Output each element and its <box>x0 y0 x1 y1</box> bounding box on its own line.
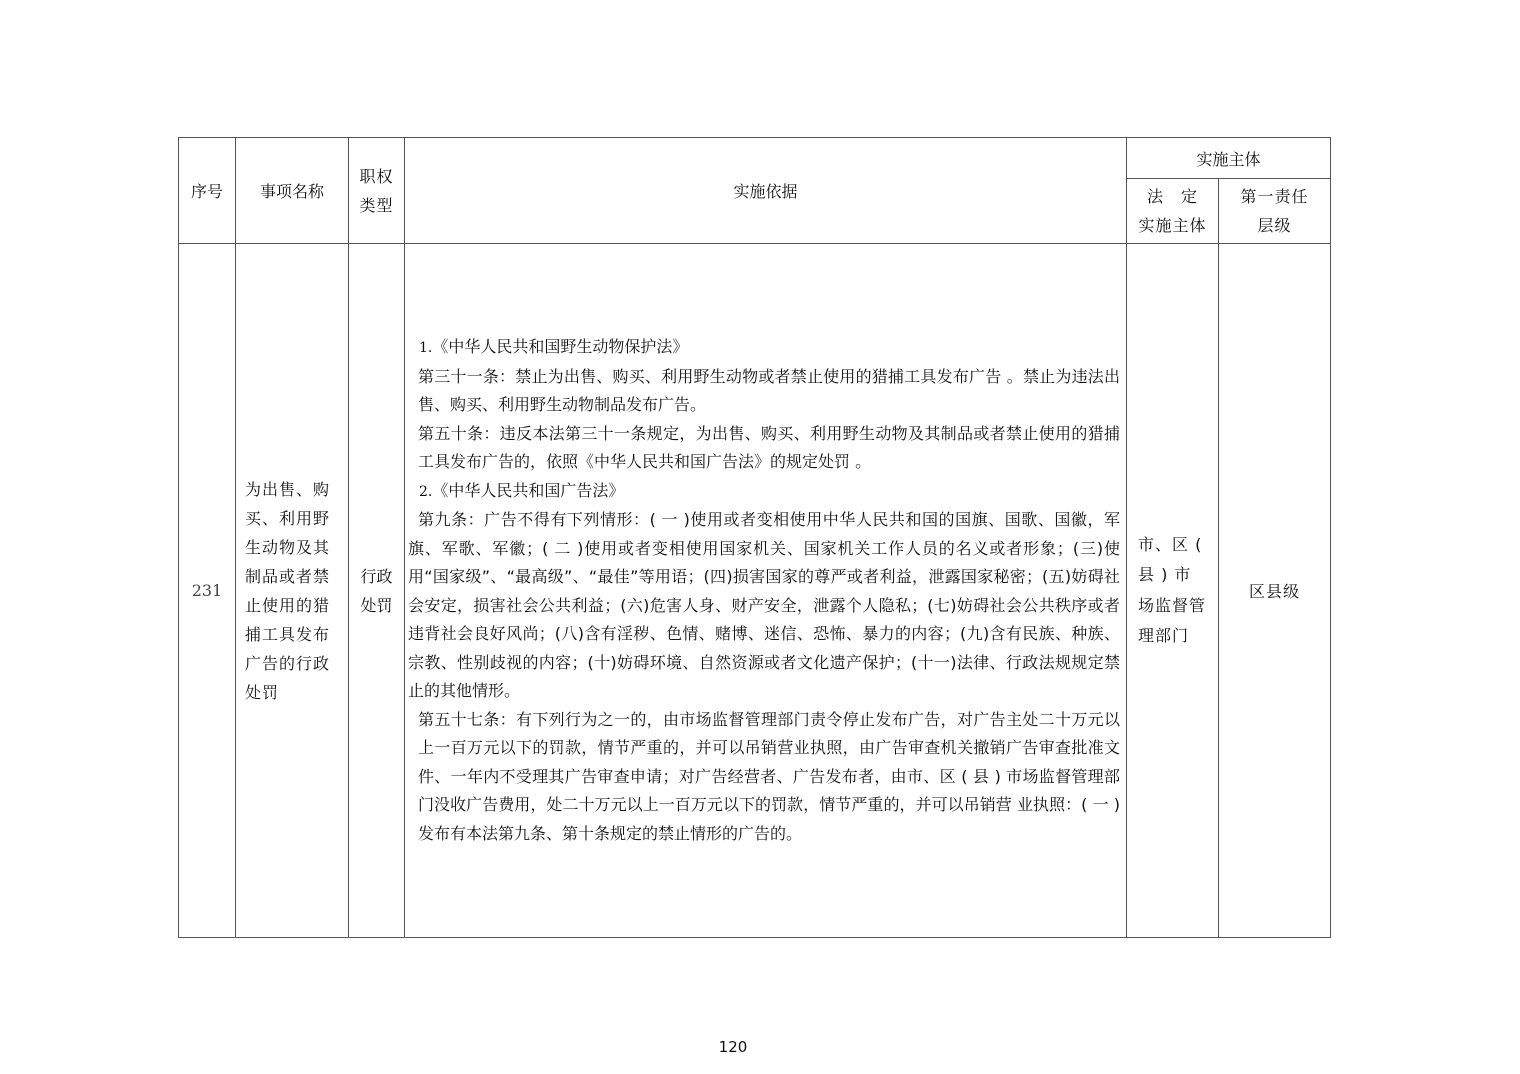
table-row <box>179 244 1331 938</box>
header-responsibility-line1: 第一责任 <box>1240 187 1309 206</box>
page-number: 120 <box>718 1038 748 1056</box>
basis-law1-number: 1. <box>419 340 433 356</box>
header-subject-group: 实施主体 <box>1127 138 1331 179</box>
basis-law1-article31: 第三十一条：禁止为出售、购买、利用野生动物或者禁止使用的猎捕工具发布广告 。禁止为违法出售、购买、利用野生动物制品发布广告。 <box>418 366 1120 414</box>
row-responsibility-level: 区县级 <box>1219 244 1331 938</box>
authority-table <box>178 137 1331 938</box>
row-authority-type <box>349 244 405 938</box>
row-serial: 231 <box>179 244 236 938</box>
basis-law2-heading <box>408 477 1120 507</box>
row-legal-subject: 市、区 ( 县 ) 市场监督管理部门 <box>1127 244 1219 938</box>
basis-law2-number: 2. <box>419 483 433 500</box>
header-responsibility-line2: 层级 <box>1257 216 1292 235</box>
header-legal-subject-line1: 法 定 <box>1146 187 1198 206</box>
row-basis <box>405 244 1127 938</box>
row-type-line1: 行政 <box>360 566 393 586</box>
basis-law2-article9: 第九条：广告不得有下列情形：( 一 )使用或者变相使用中华人民共和国的国旗、国歌、国徽，军旗、军歌、军徽；( 二 )使用或者变相使用国家机关、国家机关工作人员的名义或者形象；(三)使用“国家级”、“最高级”、“最佳”等用语；(四)损害国家的尊严或者利益，泄露国家秘密；(五)妨碍社会安定，损害社会公共利益；(六)危害人身、财产安全，泄露个人隐私；(七)妨碍社会公共秩序或者违背社会良好风尚；(八)含有淫秽、色情、赌博、迷信、恐怖、暴力的内容；(九)含有民族、种族、宗教、性别歧视的内容；(十)妨碍环境、自然资源或者文化遗产保护；(十一)法律、行政法规规定禁止的其他情形。 <box>408 510 1120 700</box>
row-type-line2: 处罚 <box>360 595 393 615</box>
header-serial: 序号 <box>179 138 236 244</box>
basis-law1-article50: 第五十条：违反本法第三十一条规定，为出售、购买、利用野生动物及其制品或者禁止使用的猎捕工具发布广告的，依照《中华人民共和国广告法》的规定处罚 。 <box>418 423 1120 471</box>
basis-law1-heading <box>408 333 1120 363</box>
header-basis: 实施依据 <box>405 138 1127 244</box>
header-type <box>349 138 405 244</box>
basis-law2-title: 《中华人民共和国广告法》 <box>432 480 625 500</box>
header-type-line1: 职权 <box>359 166 394 186</box>
basis-law1-title: 《中华人民共和国野生动物保护法》 <box>432 337 689 356</box>
header-legal-subject-line2: 实施主体 <box>1138 216 1207 235</box>
header-type-line2: 类型 <box>359 195 394 215</box>
header-name: 事项名称 <box>236 138 349 244</box>
header-legal-subject <box>1127 179 1219 244</box>
row-item-name: 为出售、购买、利用野生动物及其制品或者禁止使用的猎捕工具发布广告的行政处罚 <box>236 244 349 938</box>
header-responsibility <box>1219 179 1331 244</box>
basis-law2-article57: 第五十七条：有下列行为之一的，由市场监督管理部门责令停止发布广告，对广告主处二十万元以上一百万元以下的罚款，情节严重的，并可以吊销营业执照，由广告审查机关撤销广告审查批准文件、一年内不受理其广告审查申请；对广告经营者、广告发布者，由市、区 ( 县 ) 市场监督管理部门没收广告费用，处二十万元以上一百万元以下的罚款，情节严重的，并可以吊销营 业执照：( 一 )发布有本法第九条、第十条规定的禁止情形的广告的。 <box>418 709 1120 843</box>
